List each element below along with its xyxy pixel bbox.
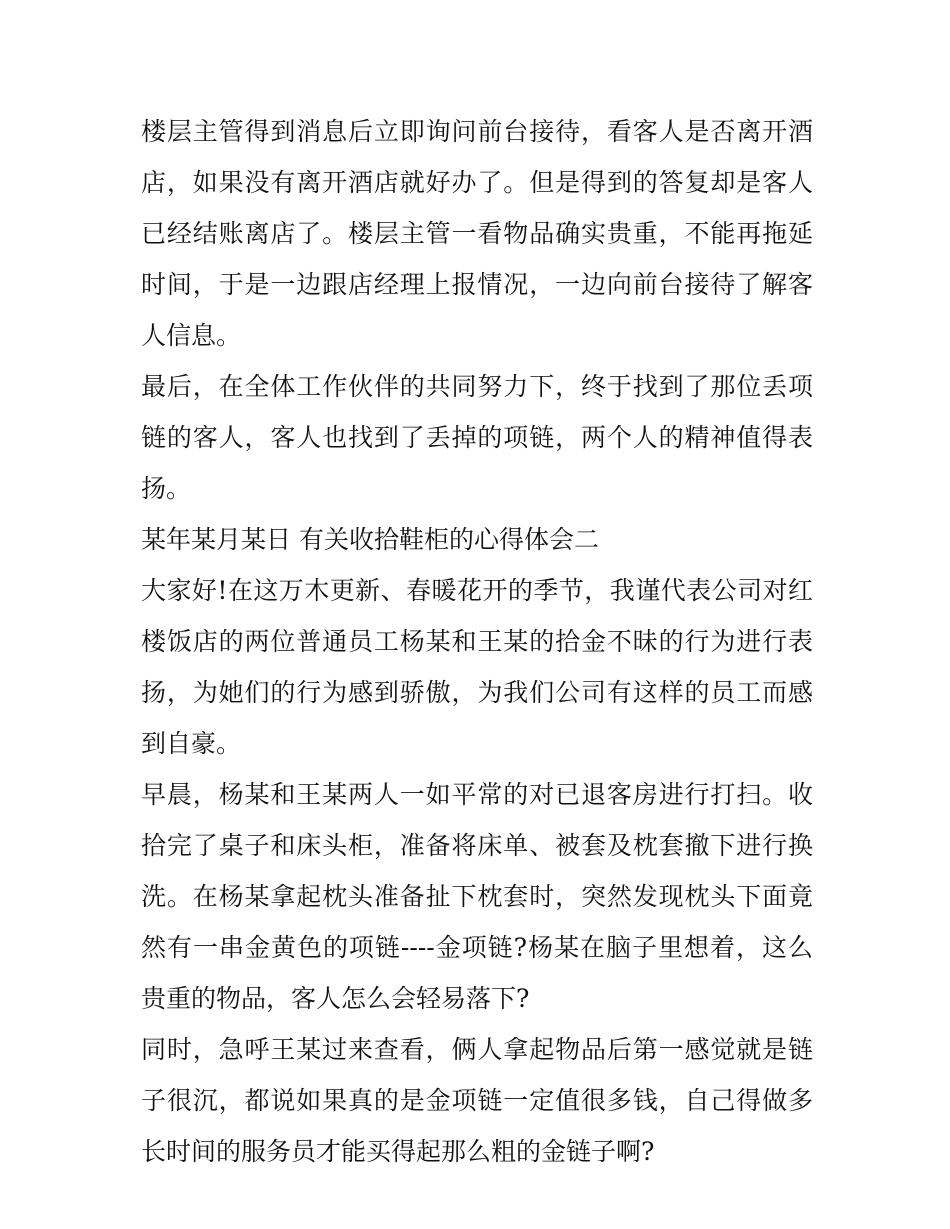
- paragraph-inspection: 同时，急呼王某过来查看，俩人拿起物品后第一感觉就是链子很沉，都说如果真的是金项链一定值很多钱，自己得做多长时间的服务员才能买得起那么粗的金链子啊?: [141, 1035, 813, 1166]
- section-heading: 某年某月某日 有关收拾鞋柜的心得体会二: [141, 525, 599, 554]
- paragraph-floor-supervisor: 楼层主管得到消息后立即询问前台接待，看客人是否离开酒店，如果没有离开酒店就好办了。但是得到的答复却是客人已经结账离店了。楼层主管一看物品确实贵重，不能再拖延时间，于是一边跟店经理上报情况，一边向前台接待了解客人信息。: [141, 117, 813, 350]
- document-body: [141, 106, 813, 1177]
- paragraph-morning-cleaning: 早晨，杨某和王某两人一如平常的对已退客房进行打扫。收拾完了桌子和床头柜，准备将床单、被套及枕套撤下进行换洗。在杨某拿起枕头准备扯下枕套时，突然发现枕头下面竟然有一串金黄色的项链----金项链?杨某在脑子里想着，这么贵重的物品，客人怎么会轻易落下?: [141, 780, 813, 1013]
- paragraph-greeting: 大家好!在这万木更新、春暖花开的季节，我谨代表公司对红楼饭店的两位普通员工杨某和王某的拾金不昧的行为进行表扬，为她们的行为感到骄傲，为我们公司有这样的员工而感到自豪。: [141, 576, 813, 758]
- paragraph-found-guest: 最后，在全体工作伙伴的共同努力下，终于找到了那位丢项链的客人，客人也找到了丢掉的项链，两个人的精神值得表扬。: [141, 372, 813, 503]
